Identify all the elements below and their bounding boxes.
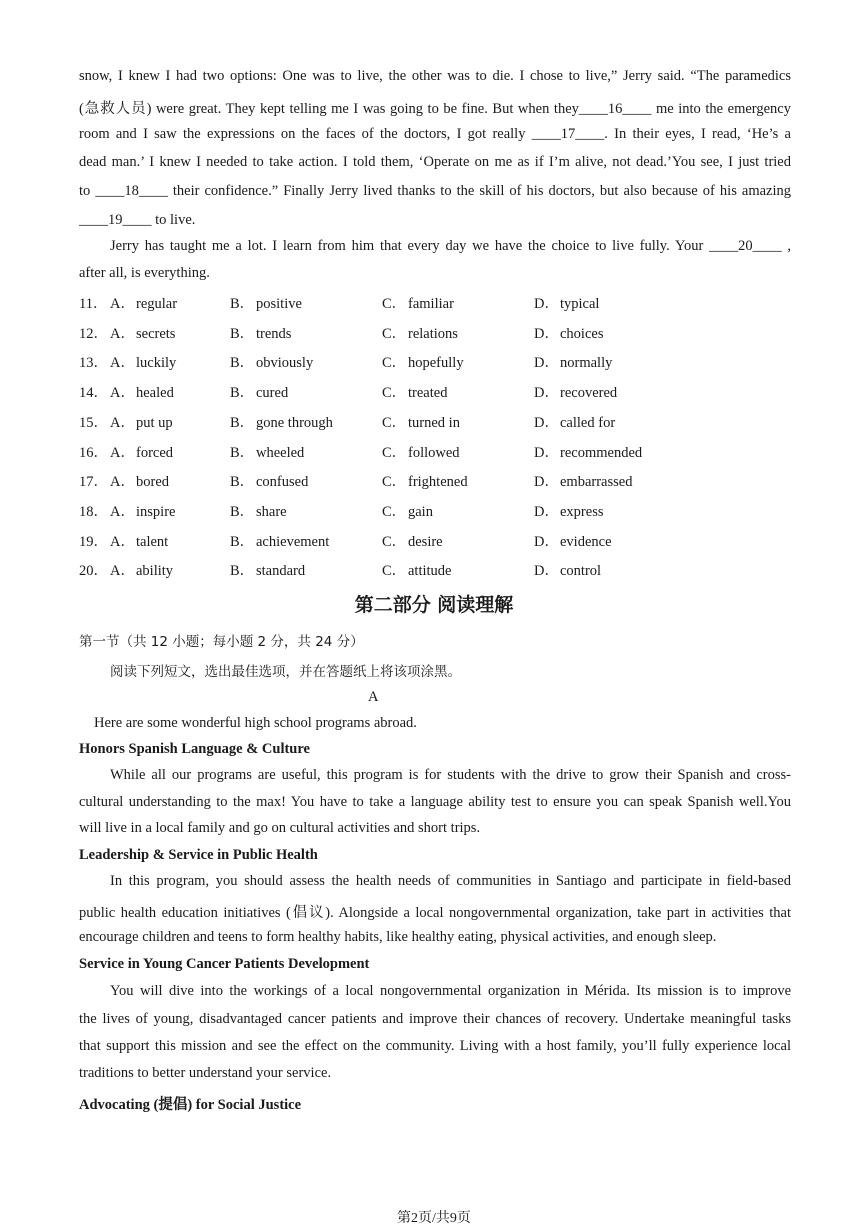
option-text: turned in	[408, 415, 460, 431]
option-letter: B．	[230, 326, 255, 342]
program-line: will live in a local family and go on cultural activities and short trips.	[79, 820, 481, 836]
option-text: regular	[136, 296, 178, 312]
cloze-line: room and I saw the expressions on the faces of the doctors, I got really ____17____. In their eyes, I read, ‘He’s a	[79, 126, 791, 142]
option-text: embarrassed	[560, 474, 633, 490]
option-text: luckily	[136, 355, 177, 371]
option-c	[382, 322, 458, 343]
option-letter: D．	[534, 326, 559, 342]
option-text: bored	[136, 474, 170, 490]
program-heading: Leadership & Service in Public Health	[79, 847, 318, 863]
option-text: familiar	[408, 296, 454, 312]
option-letter: A．	[110, 415, 135, 431]
option-text: put up	[136, 415, 173, 431]
option-text: recommended	[560, 445, 643, 461]
cloze-line: (急救人员) were great. They kept telling me I was going to be fine. But when they____16____ me into the emergency	[79, 101, 791, 117]
option-b	[230, 292, 302, 313]
option-c	[382, 351, 464, 372]
instruction: 阅读下列短文，选出最佳选项，并在答题纸上将该项涂黑。	[110, 664, 461, 680]
option-d	[534, 292, 599, 313]
option-letter: C．	[382, 474, 407, 490]
option-letter: D．	[534, 445, 559, 461]
question-number: 15．	[79, 415, 108, 431]
option-text: talent	[136, 534, 169, 550]
option-c	[382, 411, 460, 432]
option-letter: A．	[110, 534, 135, 550]
option-d	[534, 470, 632, 491]
option-letter: B．	[230, 534, 255, 550]
option-letter: B．	[230, 385, 255, 401]
page-number: 第2页/共9页	[397, 1211, 471, 1226]
option-letter: C．	[382, 563, 407, 579]
option-text: relations	[408, 326, 458, 342]
option-letter: A．	[110, 355, 135, 371]
option-d	[534, 351, 612, 372]
part-title: 第二部分 阅读理解	[354, 594, 514, 616]
question-number: 14．	[79, 385, 108, 401]
option-letter: B．	[230, 296, 255, 312]
option-text: obviously	[256, 355, 314, 371]
option-letter: B．	[230, 355, 255, 371]
option-letter: C．	[382, 355, 407, 371]
option-d	[534, 411, 615, 432]
option-a	[110, 441, 173, 462]
option-text: followed	[408, 445, 460, 461]
option-letter: C．	[382, 534, 407, 550]
option-d	[534, 322, 603, 343]
option-letter: C．	[382, 445, 407, 461]
option-c	[382, 292, 454, 313]
cloze-line: Jerry has taught me a lot. I learn from him that every day we have the choice to live fully. Your ____20____ ,	[110, 238, 791, 254]
option-a	[110, 322, 175, 343]
program-line: While all our programs are useful, this program is for students with the drive to grow their Spanish and cross-	[110, 767, 791, 783]
question-number: 11．	[79, 296, 108, 312]
option-text: called for	[560, 415, 616, 431]
section-info: 第一节（共 12 小题；每小题 2 分，共 24 分）	[79, 634, 364, 650]
question-number: 19．	[79, 534, 108, 550]
option-text: choices	[560, 326, 604, 342]
option-text: attitude	[408, 563, 452, 579]
question-number: 20．	[79, 563, 108, 579]
option-letter: B．	[230, 504, 255, 520]
option-text: ability	[136, 563, 174, 579]
option-letter: D．	[534, 296, 559, 312]
program-line: encourage children and teens to form healthy habits, like healthy eating, physical activities, and enough sleep.	[79, 929, 717, 945]
option-text: confused	[256, 474, 309, 490]
program-heading: Honors Spanish Language & Culture	[79, 741, 310, 757]
option-a	[110, 381, 174, 402]
option-d	[534, 559, 601, 580]
cloze-line: to ____18____ their confidence.” Finally Jerry lived thanks to the skill of his doctors, but also because of his amazing	[79, 183, 791, 199]
option-letter: A．	[110, 504, 135, 520]
option-a	[110, 470, 169, 491]
option-text: evidence	[560, 534, 612, 550]
option-b	[230, 381, 288, 402]
option-text: trends	[256, 326, 292, 342]
option-letter: B．	[230, 563, 255, 579]
cloze-line: snow, I knew I had two options: One was to live, the other was to die. I chose to live,” Jerry said. “The paramedics	[79, 68, 791, 84]
option-text: standard	[256, 563, 306, 579]
option-letter: C．	[382, 504, 407, 520]
option-c	[382, 559, 452, 580]
option-a	[110, 530, 168, 551]
option-d	[534, 441, 642, 462]
option-c	[382, 381, 447, 402]
program-heading: Advocating (提倡) for Social Justice	[79, 1097, 302, 1113]
question-number: 13．	[79, 355, 108, 371]
option-text: secrets	[136, 326, 176, 342]
option-text: recovered	[560, 385, 618, 401]
option-letter: A．	[110, 385, 135, 401]
option-text: positive	[256, 296, 302, 312]
option-letter: A．	[110, 296, 135, 312]
option-text: share	[256, 504, 287, 520]
option-text: forced	[136, 445, 174, 461]
option-text: frightened	[408, 474, 468, 490]
option-letter: A．	[110, 326, 135, 342]
option-letter: C．	[382, 385, 407, 401]
option-c	[382, 530, 443, 551]
option-a	[110, 559, 173, 580]
program-line: cultural understanding to the max! You have to take a language ability test to ensure you can speak Spanish well.You	[79, 794, 791, 810]
option-text: normally	[560, 355, 613, 371]
option-d	[534, 381, 617, 402]
option-letter: D．	[534, 474, 559, 490]
option-letter: A．	[110, 563, 135, 579]
option-letter: D．	[534, 563, 559, 579]
option-letter: D．	[534, 415, 559, 431]
option-letter: B．	[230, 415, 255, 431]
option-a	[110, 292, 177, 313]
program-line: traditions to better understand your service.	[79, 1065, 332, 1081]
option-c	[382, 470, 468, 491]
option-letter: D．	[534, 385, 559, 401]
option-a	[110, 500, 175, 521]
question-number: 12．	[79, 326, 108, 342]
option-letter: C．	[382, 326, 407, 342]
option-b	[230, 351, 313, 372]
option-text: cured	[256, 385, 289, 401]
program-heading: Service in Young Cancer Patients Development	[79, 956, 370, 972]
question-number: 18．	[79, 504, 108, 520]
program-line: In this program, you should assess the health needs of communities in Santiago and participate in field-based	[110, 873, 791, 889]
option-letter: C．	[382, 415, 407, 431]
option-text: gain	[408, 504, 433, 520]
program-line: that support this mission and see the effect on the community. Living with a host family, you’ll fully experience local	[79, 1038, 791, 1054]
option-letter: B．	[230, 445, 255, 461]
program-line: public health education initiatives (倡议). Alongside a local nongovernmental organization, take part in activities that	[79, 905, 791, 921]
question-number: 17．	[79, 474, 108, 490]
cloze-line: dead man.’ I knew I needed to take action. I told them, ‘Operate on me as if I’m alive, not dead.’You see, I just tried	[79, 154, 791, 170]
option-a	[110, 411, 173, 432]
option-text: wheeled	[256, 445, 305, 461]
option-b	[230, 559, 305, 580]
passage-label: A	[368, 689, 379, 705]
option-letter: D．	[534, 355, 559, 371]
option-letter: A．	[110, 474, 135, 490]
option-text: control	[560, 563, 602, 579]
option-b	[230, 530, 329, 551]
option-b	[230, 441, 304, 462]
option-text: hopefully	[408, 355, 464, 371]
program-line: the lives of young, disadvantaged cancer patients and improve their chances of recovery. Undertake meaningful tasks	[79, 1011, 791, 1027]
option-d	[534, 500, 604, 521]
option-text: gone through	[256, 415, 333, 431]
option-b	[230, 322, 291, 343]
option-text: typical	[560, 296, 600, 312]
option-c	[382, 500, 433, 521]
option-text: express	[560, 504, 604, 520]
option-letter: D．	[534, 534, 559, 550]
option-d	[534, 530, 612, 551]
cloze-line: after all, is everything.	[79, 265, 210, 281]
option-letter: D．	[534, 504, 559, 520]
option-letter: C．	[382, 296, 407, 312]
option-text: inspire	[136, 504, 176, 520]
program-line: You will dive into the workings of a local nongovernmental organization in Mérida. Its mission is to improve	[110, 983, 791, 999]
option-text: desire	[408, 534, 443, 550]
option-letter: A．	[110, 445, 135, 461]
option-c	[382, 441, 460, 462]
option-text: treated	[408, 385, 448, 401]
option-b	[230, 470, 308, 491]
option-text: healed	[136, 385, 174, 401]
option-b	[230, 500, 287, 521]
option-a	[110, 351, 176, 372]
cloze-line: ____19____ to live.	[79, 212, 196, 228]
option-text: achievement	[256, 534, 330, 550]
option-b	[230, 411, 333, 432]
passage-intro: Here are some wonderful high school programs abroad.	[94, 715, 417, 731]
option-letter: B．	[230, 474, 255, 490]
question-number: 16．	[79, 445, 108, 461]
